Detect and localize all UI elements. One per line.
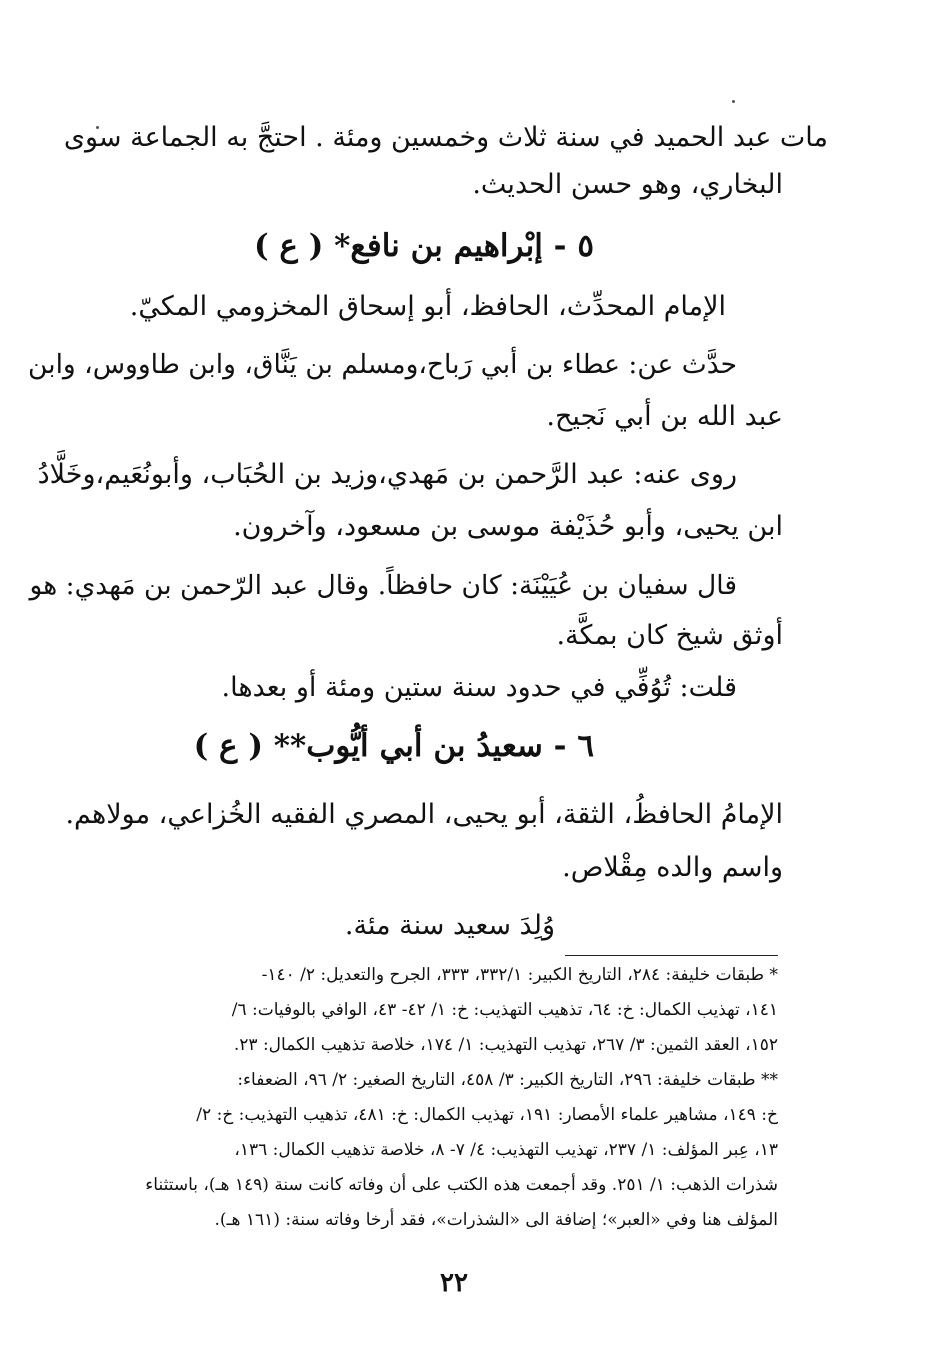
paragraph-line: عبد الله بن أبي نَجيح. bbox=[546, 401, 783, 432]
footnote-line: خ: ١٤٩، مشاهير علماء الأمصار: ١٩١، تهذيب الكمال: خ: ٤٨١، تذهيب التهذيب: خ: ٢/ bbox=[196, 1105, 778, 1125]
scan-speck bbox=[732, 100, 735, 103]
paragraph-line: مات عبد الحميد في سنة ثلاث وخمسين ومئة . احتجَّ به الجماعة سوى bbox=[63, 122, 828, 153]
paragraph-line: الإمامُ الحافظُ، الثقة، أبو يحيى، المصري الفقيه الخُزاعي، مولاهم. bbox=[65, 799, 783, 830]
footnote-line: ** طبقات خليفة: ٢٩٦، التاريخ الكبير: ٣/ ٤٥٨، التاريخ الصغير: ٢/ ٩٦، الضعفاء: bbox=[237, 1070, 778, 1090]
paragraph-line: روى عنه: عبد الرَّحمن بن مَهدي،وزيد بن الحُبَاب، وأبونُعَيم،وخَلَّادُ bbox=[37, 459, 737, 490]
footnote-line: المؤلف هنا وفي «العبر»؛ إضافة الى «الشذرات»، فقد أرخا وفاته سنة: (١٦١ هـ). bbox=[214, 1210, 778, 1230]
entry-heading-5: ٥ - إبْراهيم بن نافع* ( ع ) bbox=[253, 228, 594, 264]
paragraph-line: ابن يحيى، وأبو حُذَيْفة موسى بن مسعود، وآخرون. bbox=[233, 511, 783, 542]
footnote-line: ١٤١، تهذيب الكمال: خ: ٦٤، تذهيب التهذيب: خ: ١/ ٤٢- ٤٣، الوافي بالوفيات: ٦/ bbox=[231, 1000, 778, 1020]
paragraph-line: حدَّث عن: عطاء بن أبي رَباح،ومسلم بن يَنَّاق، وابن طاووس، وابن bbox=[28, 349, 737, 380]
paragraph-line: واسم والده مِقْلاص. bbox=[562, 852, 783, 883]
footnote-line: ١٥٢، العقد الثمين: ٣/ ٢٦٧، تهذيب التهذيب: ١/ ١٧٤، خلاصة تذهيب الكمال: ٢٣. bbox=[233, 1035, 778, 1055]
paragraph-line: قلت: تُوُفِّي في حدود سنة ستين ومئة أو بعدها. bbox=[221, 672, 737, 703]
paragraph-line: قال سفيان بن عُيَيْنَة: كان حافظاً. وقال عبد الرّحمن بن مَهدي: هو bbox=[29, 570, 737, 601]
entry-heading-6: ٦ - سعيدُ بن أبي أيُّوب** ( ع ) bbox=[193, 728, 594, 764]
paragraph-line: الإمام المحدِّث، الحافظ، أبو إسحاق المخزومي المكيّ. bbox=[129, 291, 726, 322]
footnote-line: * طبقات خليفة: ٢٨٤، التاريخ الكبير: ٣٣٢/١، ٣٣٣، الجرح والتعديل: ٢/ ١٤٠- bbox=[261, 965, 778, 985]
paragraph-line: البخاري، وهو حسن الحديث. bbox=[472, 169, 783, 200]
footnote-line: شذرات الذهب: ١/ ٢٥١. وقد أجمعت هذه الكتب على أن وفاته كانت سنة (١٤٩ هـ)، باستثناء bbox=[145, 1175, 778, 1195]
paragraph-line: وُلِدَ سعيد سنة مئة. bbox=[344, 910, 555, 941]
footnote-line: ١٣، عِبر المؤلف: ١/ ٢٣٧، تهذيب التهذيب: ٤/ ٧- ٨، خلاصة تذهيب الكمال: ١٣٦، bbox=[234, 1140, 778, 1160]
paragraph-line: أوثق شيخ كان بمكَّة. bbox=[556, 620, 783, 651]
page-number: ٢٢ bbox=[440, 1268, 468, 1298]
footnote-separator bbox=[565, 955, 778, 956]
